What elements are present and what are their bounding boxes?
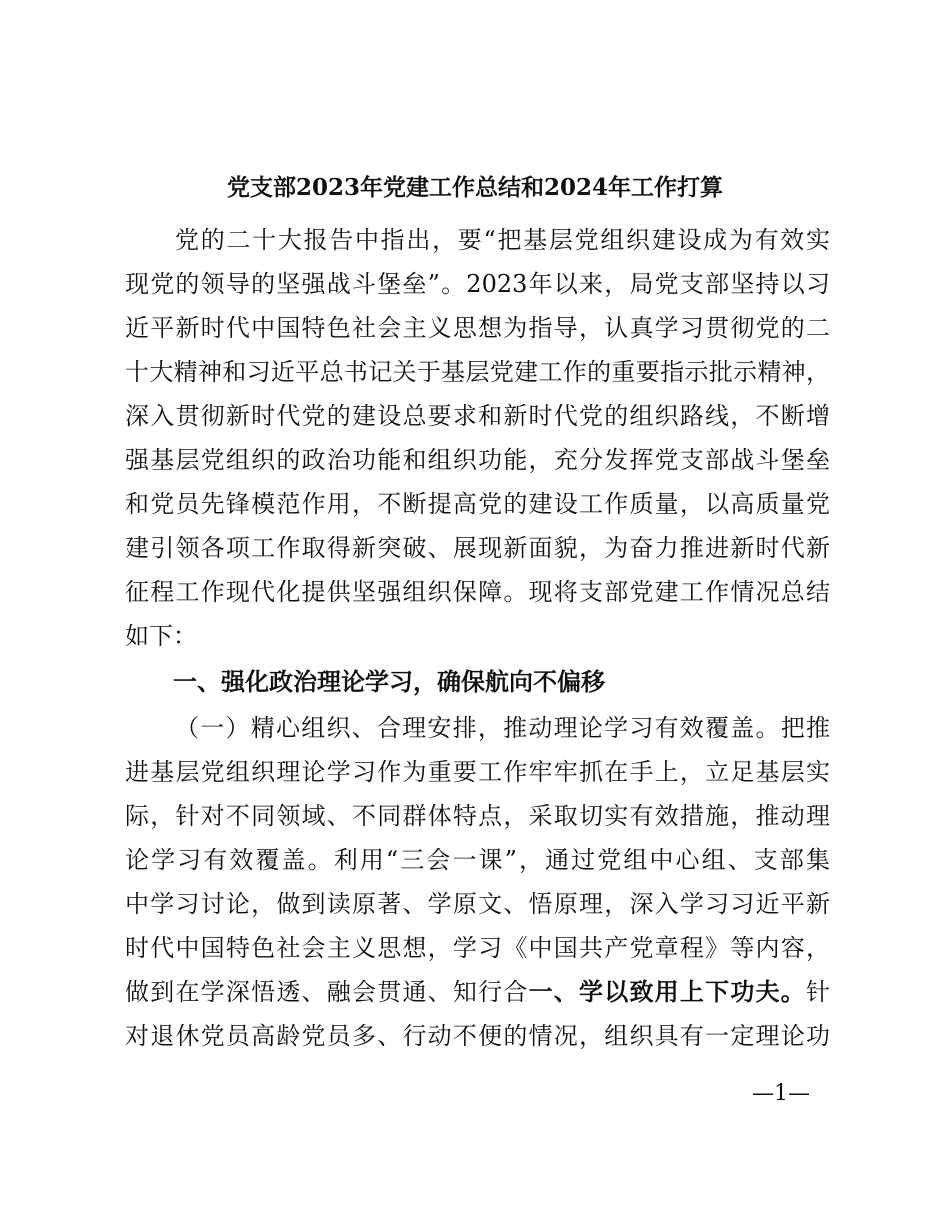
section-line: 进基层党组织理论学习作为重要工作牢牢抓在手上，立足基层实 (125, 758, 830, 786)
intro-line: 征程工作现代化提供坚强组织保障。现将支部党建工作情况总结 (125, 578, 830, 606)
intro-line: 强基层党组织的政治功能和组织功能，充分发挥党支部战斗堡垒 (125, 446, 830, 474)
section-line: 对退休党员高龄党员多、行动不便的情况，组织具有一定理论功 (125, 1022, 830, 1050)
intro-line: 如下： (125, 622, 197, 650)
intro-line: 近平新时代中国特色社会主义思想为指导，认真学习贯彻党的二 (125, 314, 830, 342)
section-line: 中学习讨论，做到读原著、学原文、悟原理，深入学习习近平新 (125, 890, 830, 918)
intro-line: 党的二十大报告中指出，要“把基层党组织建设成为有效实 (175, 226, 830, 254)
section-line: 时代中国特色社会主义思想，学习《中国共产党章程》等内容， (125, 934, 830, 962)
section-line: 论学习有效覆盖。利用“三会一课”，通过党组中心组、支部集 (125, 846, 830, 874)
section-heading: 一、强化政治理论学习，确保航向不偏移 (173, 668, 605, 696)
section-line: （一）精心组织、合理安排，推动理论学习有效覆盖。把推 (175, 714, 830, 742)
intro-line: 深入贯彻新时代党的建设总要求和新时代党的组织路线，不断增 (125, 402, 830, 430)
bold-text-segment: 一、学以致用上下功夫。 (528, 978, 807, 1006)
intro-line: 建引领各项工作取得新突破、展现新面貌，为奋力推进新时代新 (125, 534, 830, 562)
intro-line: 现党的领导的坚强战斗堡垒”。2023年以来，局党支部坚持以习 (125, 270, 830, 298)
page-number: —1— (752, 1081, 810, 1106)
intro-line: 十大精神和习近平总书记关于基层党建工作的重要指示批示精神， (125, 358, 830, 386)
document-body (125, 218, 830, 1058)
intro-line: 和党员先锋模范作用，不断提高党的建设工作质量，以高质量党 (125, 490, 830, 518)
text-segment: 针 (806, 978, 830, 1006)
text-segment: 做到在学深悟透、融会贯通、知行合 (125, 978, 529, 1006)
section-line-mixed (125, 970, 830, 1014)
section-line: 际，针对不同领域、不同群体特点，采取切实有效措施，推动理 (125, 802, 830, 830)
document-title: 党支部2023年党建工作总结和2024年工作打算 (226, 174, 724, 201)
